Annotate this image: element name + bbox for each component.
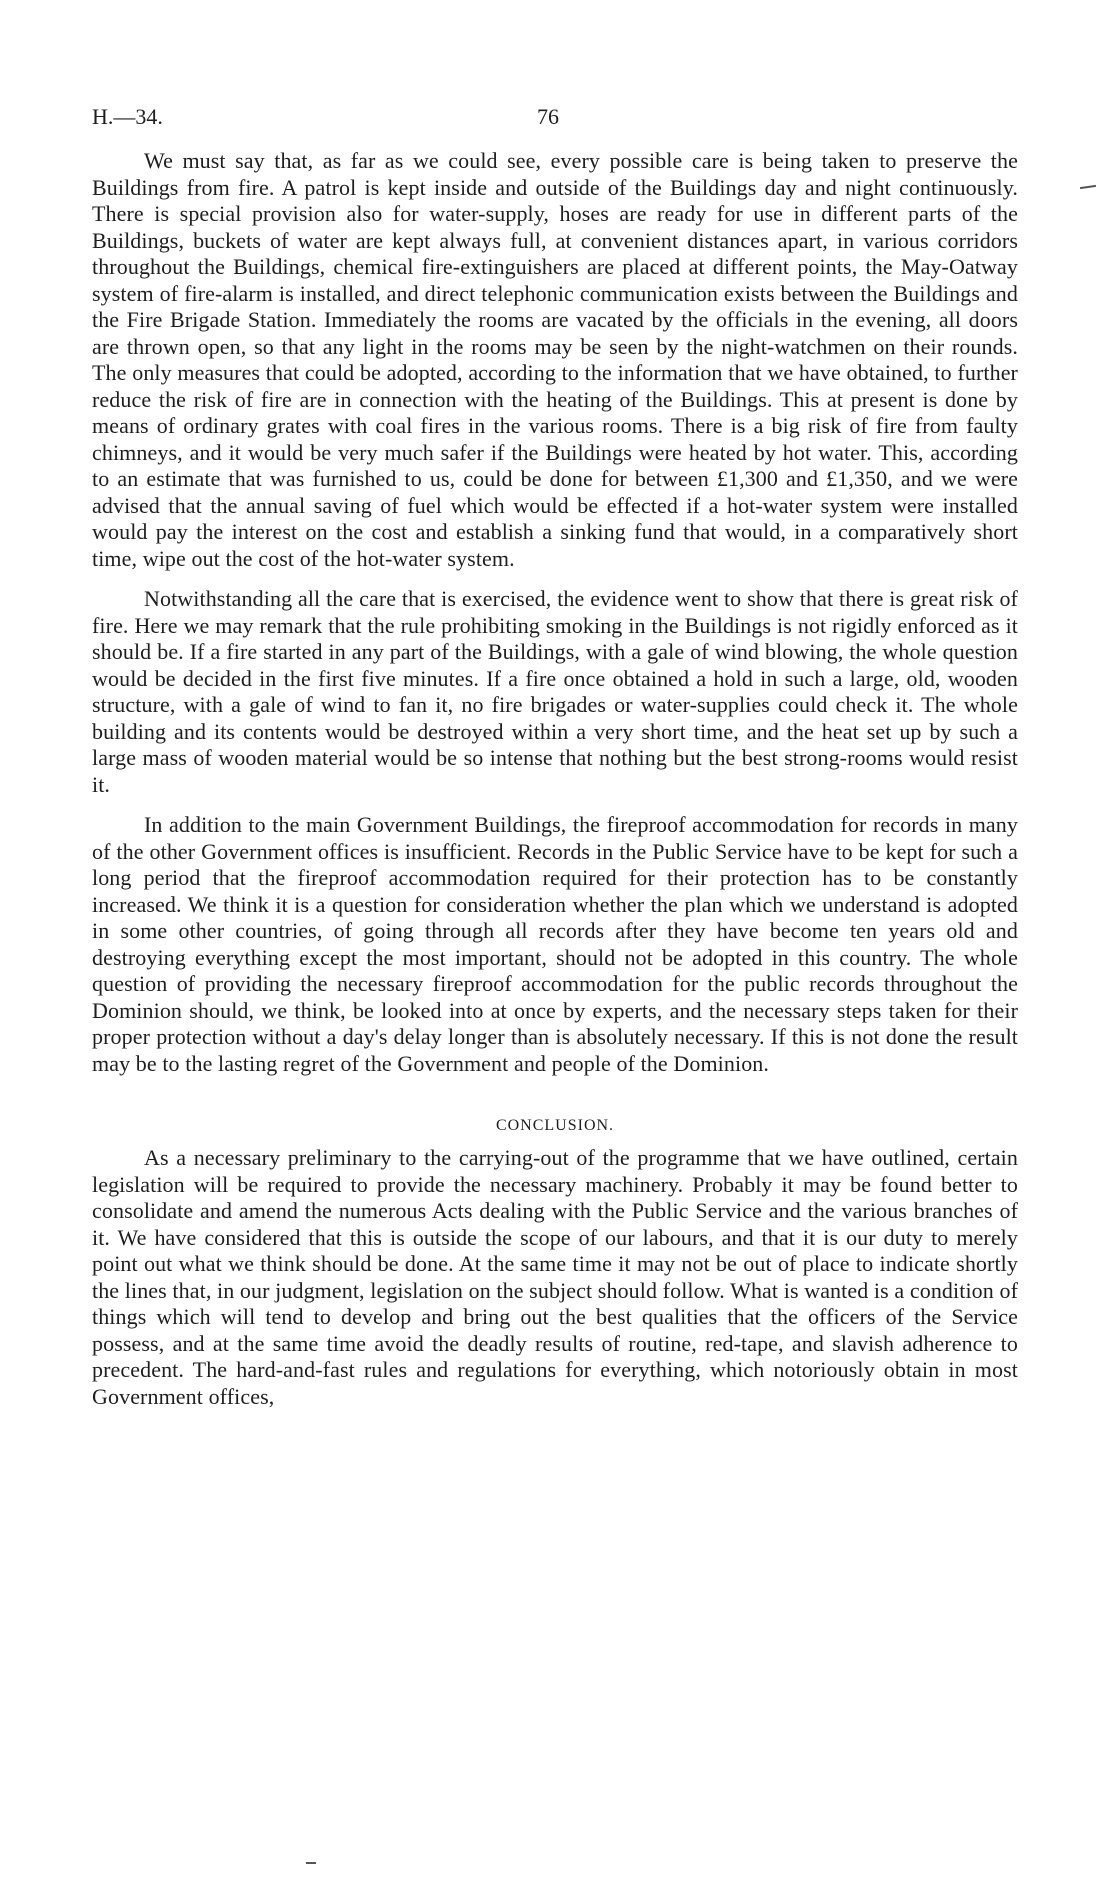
section-heading-conclusion: CONCLUSION. [495, 1117, 615, 1134]
paragraph-records-accommodation: In addition to the main Government Buildings, the fireproof accommodation for records in many of the other Government offices is insufficient. Records in the Public Service have to be kept for such a long period that the fireproof accommodation required for their protection has to be constantly increased. We think it is a question for consideration whether the plan which we understand is adopted in some other countries, of going through all records after they have become ten years old and destroying everything except the most important, should not be adopted in this country. The whole question of providing the necessary fireproof accommodation for the public records throughout the Dominion should, we think, be looked into at once by experts, and the necessary steps taken for their proper protection without a day's delay longer than is absolutely necessary. If this is not done the result may be to the lasting regret of the Government and people of the Dominion. [92, 812, 1018, 1076]
page-header [92, 104, 1012, 138]
body-text [92, 148, 1018, 1424]
page-number: 76 [537, 104, 559, 129]
paragraph-fire-risk: Notwithstanding all the care that is exercised, the evidence went to show that there is great risk of fire. Here we may remark that the rule prohibiting smoking in the Buildings is not rigidly enforced as it should be. If a fire started in any part of the Buildings, with a gale of wind blowing, the whole question would be decided in the first five minutes. If a fire once obtained a hold in such a large, old, wooden structure, with a gale of wind to fan it, no fire brigades or water-supplies could check it. The whole building and its contents would be destroyed within a very short time, and the heat set up by such a large mass of wooden material would be so intense that nothing but the best strong-rooms would resist it. [92, 586, 1018, 797]
document-reference: H.—34. [92, 104, 163, 129]
paragraph-conclusion: As a necessary preliminary to the carrying-out of the programme that we have outlined, certain legislation will be required to provide the necessary machinery. Probably it may be found better to consolidate and amend the numerous Acts dealing with the Public Service and the various branches of it. We have considered that this is outside the scope of our labours, and that it is our duty to merely point out what we think should be done. At the same time it may not be out of place to indicate shortly the lines that, in our judgment, legislation on the subject should follow. What is wanted is a condition of things which will tend to develop and bring out the best qualities that the officers of the Service possess, and at the same time avoid the deadly results of routine, red-tape, and slavish adherence to precedent. The hard-and-fast rules and regulations for everything, which notoriously obtain in most Government offices, [92, 1145, 1018, 1409]
bottom-mark [306, 1862, 316, 1864]
paragraph-fire-precautions: We must say that, as far as we could see, every possible care is being taken to preserve the Buildings from fire. A patrol is kept inside and outside of the Buildings day and night continuously. There is special provision also for water-supply, hoses are ready for use in different parts of the Buildings, buckets of water are kept always full, at convenient distances apart, in various corridors throughout the Buildings, chemical fire-extinguishers are placed at different points, the May-Oatway system of fire-alarm is installed, and direct telephonic communication exists between the Buildings and the Fire Brigade Station. Immediately the rooms are vacated by the officials in the evening, all doors are thrown open, so that any light in the rooms may be seen by the night-watchmen on their rounds. The only measures that could be adopted, according to the information that we have obtained, to further reduce the risk of fire are in connection with the heating of the Buildings. This at present is done by means of ordinary grates with coal fires in the various rooms. There is a big risk of fire from faulty chimneys, and it would be very much safer if the Buildings were heated by hot water. This, according to an estimate that was furnished to us, could be done for between £1,300 and £1,350, and we were advised that the annual saving of fuel which would be effected if a hot-water system were installed would pay the interest on the cost and establish a sinking fund that would, in a comparatively short time, wipe out the cost of the hot-water system. [92, 148, 1018, 571]
margin-mark [1080, 185, 1096, 189]
